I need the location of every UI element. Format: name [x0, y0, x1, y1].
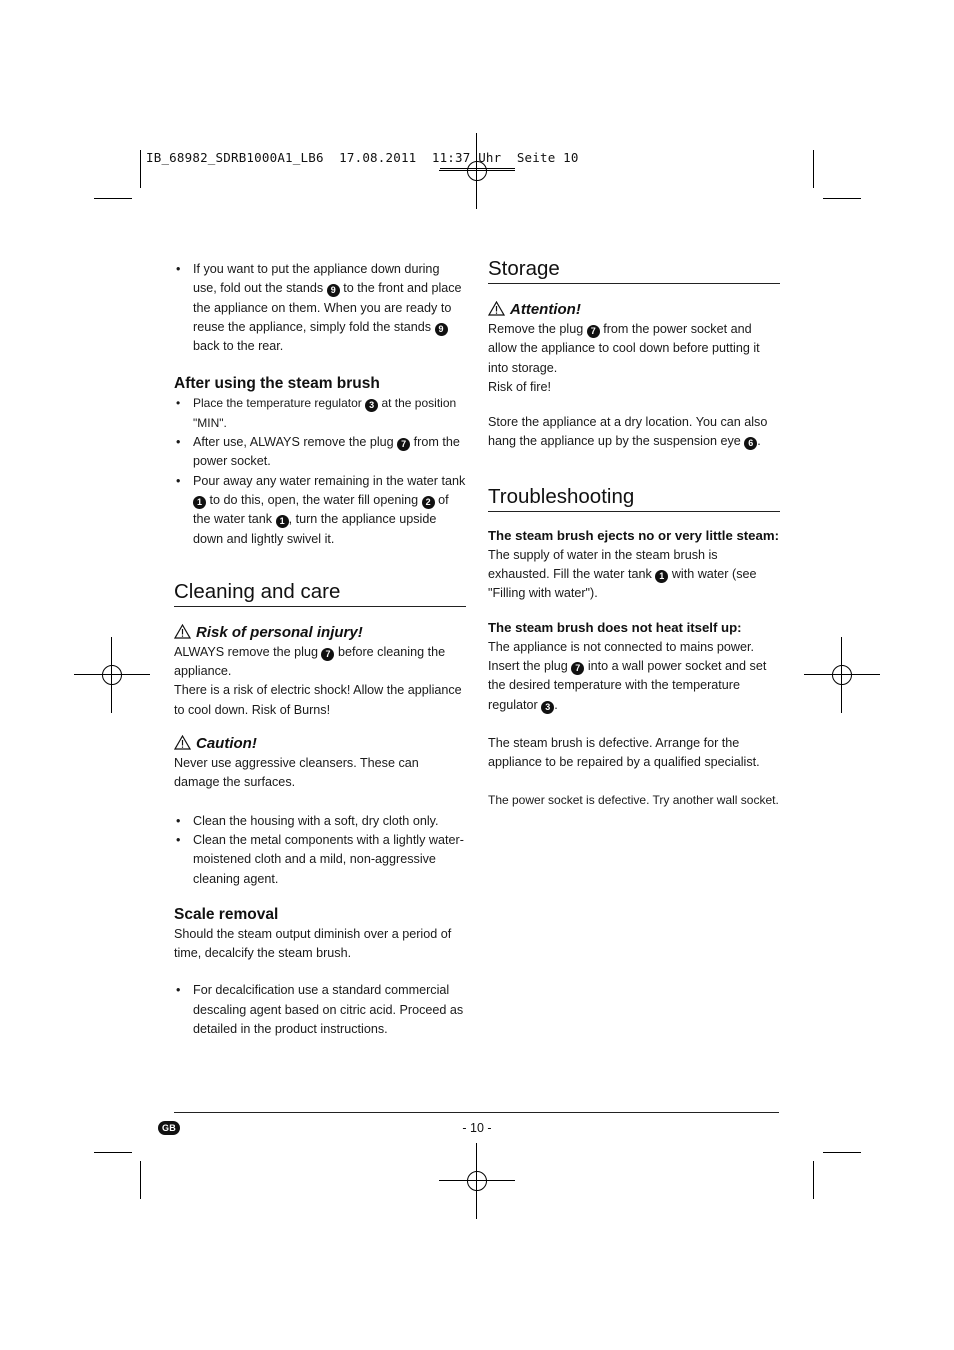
- language-badge: GB: [158, 1121, 180, 1135]
- part-number-badge: 6: [744, 437, 757, 450]
- crop-mark: [140, 1161, 141, 1199]
- footer-rule: [174, 1112, 779, 1113]
- crop-mark: [823, 1152, 861, 1153]
- crop-mark: [94, 1152, 132, 1153]
- problem-text: The appliance is not connected to mains power. Insert the plug 7 into a wall power socket and set the desired temperature with the temperature regulator 3 .: [488, 639, 767, 712]
- slug-underline: [440, 168, 515, 169]
- section-heading: Troubleshooting: [488, 484, 780, 512]
- intro-bullet-list: [174, 260, 466, 356]
- warning-text: ALWAYS remove the plug 7 before cleaning the appliance.: [174, 644, 446, 679]
- print-slug: IB_68982_SDRB1000A1_LB6 17.08.2011 11:37 Uhr Seite 10: [146, 150, 579, 165]
- list-item: • Pour away any water remaining in the water tank 1 to do this, open, the water fill opening 2 of the water tank 1 , turn the appliance upside down and lightly swivel it.: [174, 472, 466, 549]
- warning-title: Risk of personal injury!: [174, 623, 466, 643]
- list-item: • Clean the housing with a soft, dry cloth only.: [174, 812, 466, 831]
- part-number-badge: 1: [276, 515, 289, 528]
- crop-mark: [823, 198, 861, 199]
- problem-text: The supply of water in the steam brush is exhausted. Fill the water tank 1 with water (see "Filling with water").: [488, 547, 757, 601]
- part-number-badge: 7: [321, 648, 334, 661]
- warning-text: There is a risk of electric shock! Allow the appliance to cool down. Risk of Burns!: [174, 683, 462, 717]
- part-number-badge: 7: [587, 325, 600, 338]
- warning-triangle-icon: [174, 735, 191, 750]
- list-item: • After use, ALWAYS remove the plug 7 from the power socket.: [174, 433, 466, 472]
- caution-title: Caution!: [174, 734, 466, 754]
- body-text: Store the appliance at a dry location. You can also hang the appliance up by the suspension eye 6 .: [488, 415, 768, 449]
- scale-bullet-list: [174, 981, 466, 1039]
- after-use-bullet-list: [174, 394, 466, 548]
- crop-mark: [813, 1161, 814, 1199]
- caution-text: Never use aggressive cleansers. These can damage the surfaces.: [174, 756, 419, 790]
- registration-mark-left: [74, 637, 150, 713]
- part-number-badge: 3: [541, 701, 554, 714]
- body-text: Should the steam output diminish over a period of time, decalcify the steam brush.: [174, 926, 452, 961]
- warning-triangle-icon: [174, 624, 191, 639]
- left-column: [174, 260, 466, 1039]
- section-heading: Storage: [488, 256, 780, 284]
- crop-mark: [813, 150, 814, 188]
- part-number-badge: 7: [397, 438, 410, 451]
- part-number-badge: 1: [655, 570, 668, 583]
- attention-title: Attention!: [488, 300, 780, 320]
- problem-text: The power socket is defective. Try another wall socket.: [488, 793, 779, 808]
- problem-text: The steam brush is defective. Arrange for the appliance to be repaired by a qualified specialist.: [488, 735, 760, 770]
- section-heading: After using the steam brush: [174, 375, 380, 393]
- attention-text: Remove the plug 7 from the power socket and allow the appliance to cool down before putting it into storage.: [488, 322, 760, 375]
- problem-title: The steam brush does not heat itself up:: [488, 619, 742, 635]
- registration-mark-top: [439, 133, 515, 209]
- part-number-badge: 2: [422, 496, 435, 509]
- registration-mark-bottom: [439, 1143, 515, 1219]
- list-item: • For decalcification use a standard commercial descaling agent based on citric acid. Proceed as detailed in the product instructions.: [174, 981, 466, 1039]
- part-number-badge: 3: [365, 399, 378, 412]
- part-number-badge: 9: [435, 323, 448, 336]
- part-number-badge: 7: [571, 662, 584, 675]
- registration-mark-right: [804, 637, 880, 713]
- crop-mark: [94, 198, 132, 199]
- problem-title: The steam brush ejects no or very little steam:: [488, 527, 779, 543]
- crop-mark: [140, 150, 141, 188]
- section-heading: Cleaning and care: [174, 579, 466, 607]
- right-column: [488, 256, 780, 811]
- part-number-badge: 9: [327, 284, 340, 297]
- list-item: • If you want to put the appliance down during use, fold out the stands 9 to the front and place the appliance on them. When you are ready to reuse the appliance, simply fold the stands 9 back to the rear.: [174, 260, 466, 356]
- list-item: • Place the temperature regulator 3 at the position "MIN".: [174, 394, 466, 433]
- cleaning-bullet-list: [174, 812, 466, 889]
- part-number-badge: 1: [193, 496, 206, 509]
- list-item: • Clean the metal components with a lightly water-moistened cloth and a mild, non-aggressive cleaning agent.: [174, 831, 466, 889]
- attention-text: Risk of fire!: [488, 379, 551, 394]
- page-number: - 10 -: [462, 1121, 492, 1135]
- section-heading: Scale removal: [174, 905, 279, 923]
- warning-triangle-icon: [488, 301, 505, 316]
